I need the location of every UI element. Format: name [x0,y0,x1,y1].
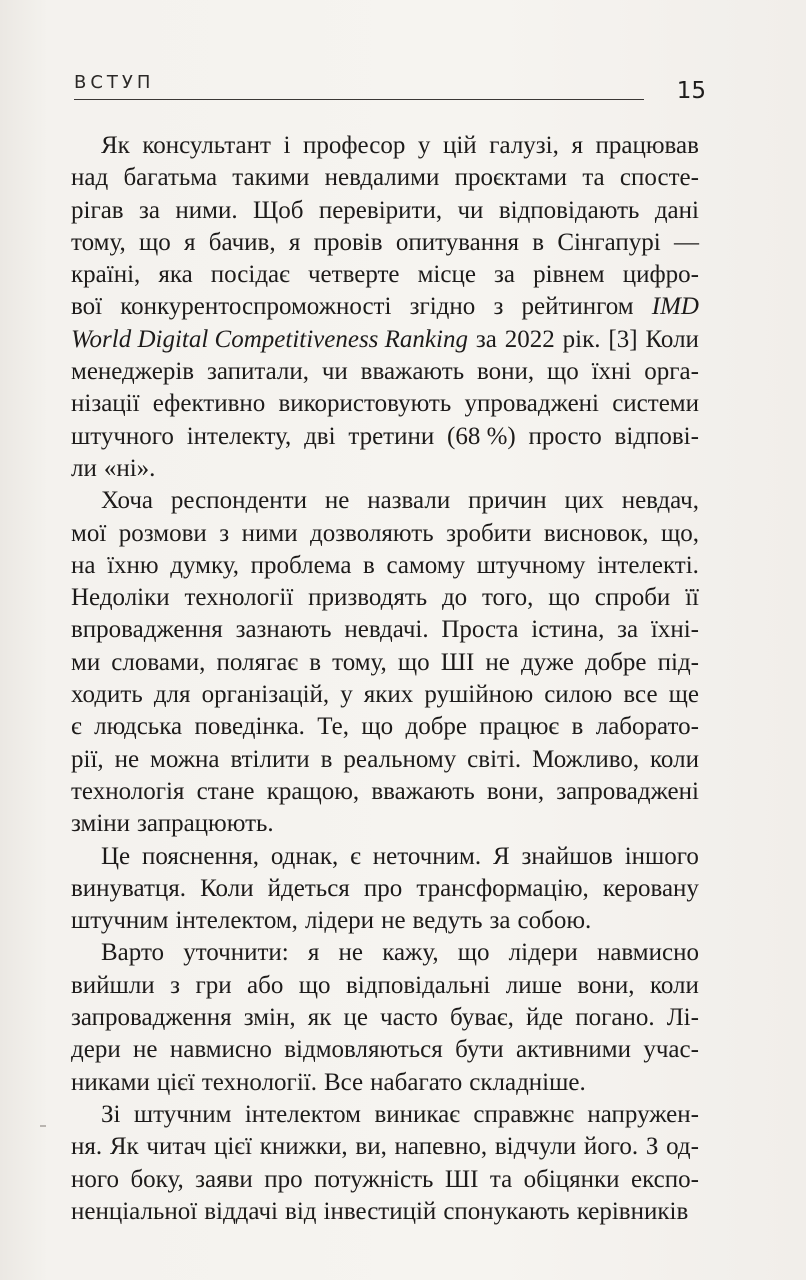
word: яка [158,261,193,289]
word: є [71,713,82,741]
word: інтелекту, [186,422,292,450]
word: ШІ [440,648,475,676]
word: дери [71,1036,121,1064]
word: упроваджені [464,390,599,418]
word: провів [313,228,383,256]
word: конкурентоспроможності [120,293,392,321]
word: за [489,907,511,935]
text-line [71,970,699,1002]
word: та [582,164,605,192]
word: від [285,1197,317,1225]
paragraph [71,1099,699,1228]
word: виникає [374,1100,460,1128]
word: вони, [476,358,535,386]
word: інвестицій [323,1197,437,1225]
word: складніше. [469,1068,586,1096]
word: дві [304,422,336,450]
word: Як [101,132,130,159]
word: призводять [308,584,428,612]
word: Я [492,842,510,870]
word: винуватця. [71,874,187,902]
word: не [133,1036,158,1064]
word: заяви [195,1165,253,1193]
word: штучним [133,1100,232,1128]
word: за [475,325,497,353]
word: багатьма [123,164,218,192]
word: ними. [175,196,238,224]
word: згідно [409,293,476,321]
word: для [153,681,191,709]
word: третини [348,422,435,450]
word: орга- [644,358,699,386]
word: ефективно [152,390,266,418]
word: пояснення, [142,842,260,870]
word: Проста [441,616,519,644]
word: вони, [577,971,635,999]
word: никами [71,1068,150,1096]
word: організацій, [201,681,330,709]
word: силою [544,681,613,709]
word: реальному [343,745,457,773]
word: цифро- [622,261,699,289]
word: ШІ [444,1165,479,1193]
word: посідає [210,261,290,289]
word: не [338,939,364,967]
word: з [170,971,180,999]
text-line [71,130,699,162]
text-line [71,808,699,840]
word: не [381,907,406,935]
word: іншого [624,842,699,870]
word: собою. [517,907,592,935]
word: в [320,745,333,773]
header-rule [74,99,644,100]
word: у [340,681,353,709]
word: просто [528,422,602,450]
word: такими [232,164,310,192]
word: експо- [631,1165,699,1193]
word: перевірити, [318,196,443,224]
word: є [350,842,361,870]
word: штучного [71,422,174,450]
word: за [139,196,160,224]
word: дуже [520,648,574,676]
word: спроби [594,584,671,612]
word: зробити [446,519,532,547]
word: справжнє [473,1100,574,1128]
word: інтелекті. [597,551,699,579]
text-line [71,711,699,743]
word: тому, [332,648,387,676]
word: його. [583,1133,639,1161]
word: напружен- [587,1100,699,1128]
word: або [247,971,284,999]
text-line [71,679,699,711]
word: про [363,874,403,902]
word: відповідають [498,196,640,224]
text-line [71,453,699,485]
word: опитування [395,228,519,256]
word: «ні». [103,454,156,482]
text-line [71,550,699,582]
word: вважають [360,358,465,386]
word: відмовляються [284,1036,443,1064]
word: що [138,228,171,256]
text-line [71,1034,699,1066]
word: коли [650,971,699,999]
word: рейтингом [521,293,634,321]
word: використовують [278,390,452,418]
text-line [71,324,699,356]
word: погано. [575,1004,655,1032]
word: йдеться [267,874,350,902]
word: кращою, [266,777,360,805]
word: працює [479,713,560,741]
scan-edge-mark [40,1125,46,1127]
word: за [494,261,515,289]
word: галузі, [489,132,559,159]
word: книжки, [259,1133,348,1161]
word: з [493,293,504,321]
word: системи [612,390,699,418]
word: мої [71,519,107,547]
text-line [71,1196,699,1228]
word: працював [595,132,699,159]
word: 2022 [504,325,555,353]
word: рівнем [533,261,605,289]
word: з [219,519,230,547]
text-line [71,1002,699,1034]
word: керівників [576,1197,689,1225]
text-line [71,485,699,517]
word: та [489,1165,513,1193]
word: вважають [371,777,475,805]
word: Варто [101,939,165,967]
word: чи [457,196,484,224]
word: неточним. [372,842,482,870]
word: активними [516,1036,632,1064]
word: самому [386,551,466,579]
text-line [71,227,699,259]
word: не [114,745,140,773]
word: учас- [643,1036,699,1064]
word: запровадження [71,1004,232,1032]
word: відчули [494,1133,577,1161]
word: і [283,132,291,159]
text-line [71,776,699,808]
word: Як [109,1133,139,1161]
word: невдалими [324,164,440,192]
word: знайшов [521,842,613,870]
word: вони, [486,777,545,805]
paragraph [71,841,699,938]
word: до [441,584,468,612]
word: технологія [71,777,185,805]
word: я [288,228,301,256]
word: боку, [130,1165,184,1193]
word: рії, [71,745,104,773]
word: її [685,584,699,612]
word: що [546,358,579,386]
word: вої [71,293,103,321]
text-line [71,1131,699,1163]
word: респонденти [170,487,307,515]
word: причин [468,487,547,515]
word: обіцянки [523,1165,620,1193]
text-line [71,744,699,776]
word: [3] [608,325,638,353]
word: Хоча [101,487,154,515]
word: спосте- [619,164,699,192]
word: поведінка. [194,713,305,741]
word: буває, [450,1004,514,1032]
word: навмисно [169,1036,272,1064]
word: од- [666,1133,699,1161]
word: Все [323,1068,364,1096]
word: про [264,1165,303,1193]
word: над [71,164,109,192]
text-line [71,614,699,646]
text-line [71,873,699,905]
word: що [548,584,580,612]
word: словами, [111,648,206,676]
word: цій [442,132,477,159]
word: цієї [213,1133,252,1161]
word: Можливо, [532,745,640,773]
word: йде [525,1004,564,1032]
word: — [673,228,699,256]
word: істина, [531,616,605,644]
word: навмисно [596,939,699,967]
text-line [71,518,699,550]
text-line [71,841,699,873]
word: полягає [216,648,299,676]
word: впровадження [71,616,223,644]
word: що [361,713,394,741]
word: втілити [230,745,310,773]
word: того, [481,584,534,612]
word: не [485,648,510,676]
text-line [71,421,699,453]
text-line [71,1099,699,1131]
word: бачив, [208,228,276,256]
word: можна [150,745,220,773]
word: змін, [243,1004,296,1032]
word: їхню [107,551,159,579]
word: штучним [71,907,169,935]
word: висновок, [543,519,649,547]
word: зазнають [235,616,332,644]
word: добре [584,648,647,676]
word: World Digital Competitiveness Ranking [71,325,468,353]
word: ми [71,648,101,676]
word: лаборато- [595,713,699,741]
word: їхні [591,358,632,386]
word: за [617,616,639,644]
word: стане [196,777,255,805]
word: консультант [142,132,271,159]
word: в [363,551,375,579]
word: дані [654,196,699,224]
word: що [298,971,331,999]
word: місце [417,261,476,289]
word: в [571,713,584,741]
word: менеджерів [71,358,195,386]
word: ного [71,1165,120,1193]
word: ними [241,519,298,547]
word: рік. [562,325,601,353]
word: розмови [118,519,207,547]
word: кажу, [382,939,439,967]
word: я [183,228,196,256]
word: ви, [355,1133,387,1161]
word: невдач, [621,487,699,515]
word: країні, [71,261,141,289]
word: інтелектом [244,1100,362,1128]
word: читач [146,1133,207,1161]
word: Коли [200,874,254,902]
word: IMD [651,293,699,321]
word: Коли [645,325,699,353]
word: в [309,648,321,676]
text-line [71,582,699,614]
word: Недоліки [71,584,170,612]
word: ненціальної [71,1197,198,1225]
word: добре [405,713,468,741]
word: трансформацію, [416,874,589,902]
word: гри [195,971,232,999]
body-text [71,130,699,1228]
word: рігав [71,196,124,224]
word: тому, [71,228,126,256]
word: Щоб [252,196,304,224]
paragraph [71,937,699,1098]
text-line [71,937,699,969]
word: зміни [71,810,131,838]
word: яких [363,681,414,709]
word: запитали, [206,358,309,386]
word: штучному [476,551,586,579]
text-line [71,356,699,388]
word: людська [94,713,183,741]
word: що [457,939,490,967]
word: не [324,487,350,515]
word: лідери [508,939,578,967]
word: коли [650,745,699,773]
word: (68 %) [447,422,516,450]
word: що [397,648,430,676]
word: ня. [71,1133,103,1161]
word: що, [660,519,699,547]
word: напевно, [394,1133,488,1161]
word: думку, [170,551,239,579]
word: однак, [270,842,339,870]
word: потужність [314,1165,434,1193]
text-line [71,388,699,420]
word: запрацюють. [137,810,274,838]
text-line [71,1164,699,1196]
word: дозволяють [310,519,434,547]
word: технології [184,584,294,612]
word: часто [380,1004,438,1032]
text-line [71,291,699,323]
word: на [71,551,96,579]
word: ли [71,454,97,482]
word: Лі- [666,1004,699,1032]
word: ходить [71,681,143,709]
word: ведуть [412,907,483,935]
word: світі. [467,745,522,773]
word: рушійною [424,681,534,709]
word: я [307,939,320,967]
word: назвали [367,487,451,515]
word: це [343,1004,368,1032]
word: бути [455,1036,504,1064]
word: професор [302,132,406,159]
word: я [571,132,583,159]
word: під- [657,648,699,676]
word: лідери [304,907,375,935]
text-line [71,195,699,227]
word: вийшли [71,971,155,999]
text-line [71,259,699,291]
word: уточнити: [183,939,289,967]
word: Це [101,842,131,870]
word: відпові- [614,422,699,450]
word: інтелектом, [175,907,298,935]
paragraph [71,485,699,840]
word: проєктами [454,164,568,192]
word: спонукають [443,1197,570,1225]
word: Зі [101,1100,121,1128]
word: як [307,1004,332,1032]
word: ще [668,681,699,709]
running-head: ВСТУП [74,72,155,93]
word: їхні- [650,616,699,644]
text-line [71,905,699,937]
word: цієї [156,1068,195,1096]
word: запроваджені [556,777,699,805]
page-number: 15 [676,78,706,104]
text-line [71,1067,699,1099]
page-header [74,72,706,112]
word: чи [321,358,348,386]
text-line [71,162,699,194]
word: Сінгапурі [557,228,661,256]
text-line [71,647,699,679]
word: четверте [307,261,400,289]
word: проблема [250,551,352,579]
word: в [532,228,545,256]
word: у [417,132,431,159]
word: віддачі [204,1197,279,1225]
word: нізації [71,390,140,418]
word: керовану [602,874,699,902]
word: З [645,1133,659,1161]
word: все [623,681,658,709]
word: лише [505,971,562,999]
word: цих [564,487,604,515]
word: набагато [370,1068,463,1096]
paragraph [71,130,699,485]
word: технології. [201,1068,317,1096]
word: відповідальні [345,971,491,999]
word: Те, [317,713,349,741]
word: невдачі. [344,616,429,644]
